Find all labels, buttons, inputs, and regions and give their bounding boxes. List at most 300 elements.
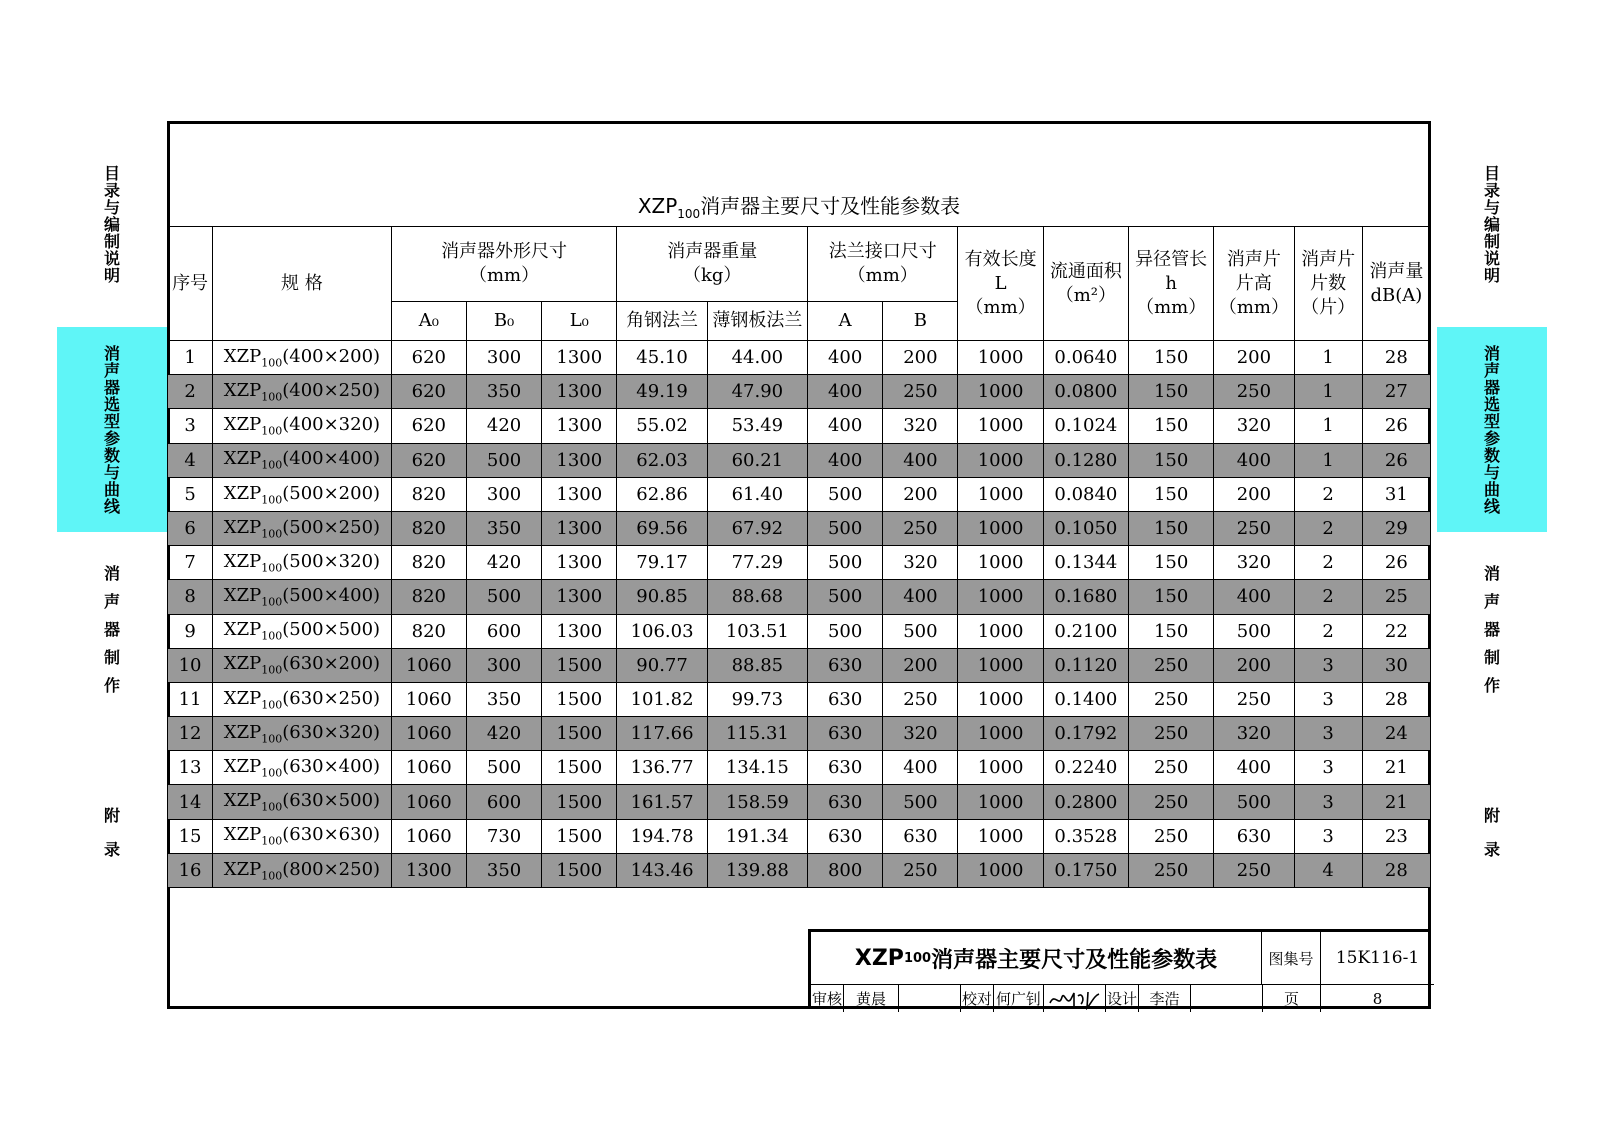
header-weight: [617, 227, 808, 302]
cell-seq: 4: [168, 443, 213, 477]
header-noise-unit: dB(A): [1370, 284, 1423, 306]
cell-weight-thin: 47.90: [707, 375, 807, 409]
cell-sheet-height: 500: [1214, 614, 1294, 648]
header-outer-dims: [391, 227, 617, 302]
table-row: [168, 819, 1431, 853]
cell-b0: 500: [466, 443, 541, 477]
cell-weight-angle: 79.17: [617, 546, 707, 580]
cell-noise: 28: [1362, 682, 1430, 716]
cell-flange-a: 630: [808, 717, 883, 751]
cell-eff-length: 1000: [958, 682, 1043, 716]
cell-flange-a: 630: [808, 682, 883, 716]
cell-flange-b: 500: [883, 785, 958, 819]
cell-weight-thin: 67.92: [707, 511, 807, 545]
table-row: [168, 546, 1431, 580]
header-flow-area: [1043, 227, 1128, 341]
cell-spec: $XZP_{100}(800\times 250)$: [213, 853, 392, 887]
cell-noise: 28: [1362, 341, 1430, 375]
nav-item-contents[interactable]: [57, 163, 167, 285]
cell-a0: 1060: [391, 751, 466, 785]
cell-weight-angle: 62.86: [617, 477, 707, 511]
cell-sheet-height: 200: [1214, 341, 1294, 375]
right-nav: [1437, 0, 1547, 1131]
nav-item-label: 目 录 与 编 制 说 明: [1483, 163, 1500, 285]
cell-weight-thin: 103.51: [707, 614, 807, 648]
cell-spec: $XZP_{100}(630\times 630)$: [213, 819, 392, 853]
cell-a0: 820: [391, 580, 466, 614]
spec-subscript: 100: [261, 493, 283, 507]
cell-sheet-height: 500: [1214, 785, 1294, 819]
cell-b0: 350: [466, 853, 541, 887]
cell-l0: 1500: [542, 819, 617, 853]
header-weight-label: 消声器重量: [667, 241, 758, 262]
cell-b0: 420: [466, 717, 541, 751]
cell-a0: 1060: [391, 785, 466, 819]
spec-size: (500×200): [282, 482, 381, 504]
header-flange-unit: （mm）: [847, 265, 918, 286]
table-row: [168, 341, 1431, 375]
header-reducer-length: [1129, 227, 1214, 341]
cell-sheet-count: 2: [1294, 546, 1362, 580]
nav-item-selection-params[interactable]: [57, 327, 167, 532]
cell-weight-thin: 77.29: [707, 546, 807, 580]
check-name: 何广钊: [993, 985, 1043, 1012]
header-eff-len-symbol: L: [994, 272, 1007, 294]
table-row: [168, 409, 1431, 443]
design-label: 设计: [1105, 985, 1138, 1012]
nav-item-fabrication[interactable]: [1437, 560, 1547, 700]
cell-b0: 600: [466, 614, 541, 648]
cell-seq: 15: [168, 819, 213, 853]
cell-flange-a: 500: [808, 511, 883, 545]
cell-sheet-count: 3: [1294, 751, 1362, 785]
tb-title-rest: 消声器主要尺寸及性能参数表: [931, 947, 1218, 973]
table-row: [168, 580, 1431, 614]
nav-item-label: 消 声 器 制 作: [1483, 564, 1500, 695]
header-flow-area-label: 流通面积: [1049, 260, 1122, 282]
cell-flow-area: 0.2800: [1043, 785, 1128, 819]
cell-seq: 2: [168, 375, 213, 409]
cell-b0: 350: [466, 682, 541, 716]
spec-subscript: 100: [261, 766, 283, 780]
cell-flange-a: 400: [808, 443, 883, 477]
cell-seq: 9: [168, 614, 213, 648]
header-sheet-n-label2: 片数: [1310, 272, 1347, 294]
cell-flow-area: 0.0640: [1043, 341, 1128, 375]
cell-b0: 300: [466, 477, 541, 511]
cell-b0: 350: [466, 375, 541, 409]
cell-spec: $XZP_{100}(630\times 200)$: [213, 648, 392, 682]
cell-reducer: 250: [1129, 853, 1214, 887]
cell-weight-angle: 117.66: [617, 717, 707, 751]
cell-eff-length: 1000: [958, 511, 1043, 545]
table-row: [168, 511, 1431, 545]
cell-reducer: 150: [1129, 409, 1214, 443]
parameter-table: [167, 226, 1431, 888]
cell-flange-b: 400: [883, 443, 958, 477]
nav-item-appendix[interactable]: [57, 798, 167, 868]
cell-seq: 3: [168, 409, 213, 443]
cell-l0: 1300: [542, 511, 617, 545]
spec-subscript: 100: [261, 527, 283, 541]
cell-eff-length: 1000: [958, 751, 1043, 785]
cell-a0: 820: [391, 546, 466, 580]
spec-subscript: 100: [261, 390, 283, 404]
cell-spec: $XZP_{100}(500\times 320)$: [213, 546, 392, 580]
cell-weight-thin: 139.88: [707, 853, 807, 887]
cell-flow-area: 0.1280: [1043, 443, 1128, 477]
spec-subscript: 100: [261, 664, 283, 678]
cell-flow-area: 0.1400: [1043, 682, 1128, 716]
cell-flange-b: 200: [883, 477, 958, 511]
check-signature: [1043, 985, 1105, 1012]
cell-noise: 29: [1362, 511, 1430, 545]
review-name: 黄晨: [843, 985, 898, 1012]
cell-spec: $XZP_{100}(500\times 500)$: [213, 614, 392, 648]
spec-subscript: 100: [261, 800, 283, 814]
cell-l0: 1300: [542, 546, 617, 580]
cell-flow-area: 0.1344: [1043, 546, 1128, 580]
nav-item-label: 目 录 与 编 制 说 明: [103, 163, 120, 285]
nav-item-label: 附 录: [1483, 806, 1500, 859]
spec-size: (400×400): [282, 448, 381, 470]
cell-b0: 300: [466, 341, 541, 375]
cell-spec: $XZP_{100}(630\times 400)$: [213, 751, 392, 785]
cell-noise: 22: [1362, 614, 1430, 648]
cell-reducer: 250: [1129, 682, 1214, 716]
cell-weight-thin: 158.59: [707, 785, 807, 819]
cell-sheet-height: 320: [1214, 546, 1294, 580]
page-label: 页: [1262, 985, 1320, 1012]
spec-subscript: 100: [261, 629, 283, 643]
cell-reducer: 150: [1129, 580, 1214, 614]
cell-sheet-count: 1: [1294, 341, 1362, 375]
cell-l0: 1300: [542, 409, 617, 443]
cell-weight-angle: 106.03: [617, 614, 707, 648]
title-main: XZP: [637, 194, 678, 218]
cell-noise: 25: [1362, 580, 1430, 614]
cell-flange-a: 400: [808, 341, 883, 375]
table-row: [168, 853, 1431, 887]
cell-spec: $XZP_{100}(630\times 320)$: [213, 717, 392, 751]
cell-reducer: 250: [1129, 717, 1214, 751]
cell-b0: 500: [466, 580, 541, 614]
cell-l0: 1500: [542, 682, 617, 716]
cell-weight-thin: 44.00: [707, 341, 807, 375]
cell-a0: 620: [391, 341, 466, 375]
cell-flange-a: 630: [808, 751, 883, 785]
nav-item-appendix[interactable]: [1437, 798, 1547, 868]
header-outer-unit: （mm）: [468, 265, 540, 286]
header-eff-len-label: 有效长度: [964, 248, 1037, 270]
cell-noise: 21: [1362, 751, 1430, 785]
cell-spec: $XZP_{100}(400\times 320)$: [213, 409, 392, 443]
cell-sheet-height: 200: [1214, 477, 1294, 511]
cell-l0: 1300: [542, 580, 617, 614]
spec-size: (800×250): [282, 858, 381, 880]
design-signature: [1190, 985, 1262, 1012]
cell-b0: 350: [466, 511, 541, 545]
cell-flange-b: 320: [883, 717, 958, 751]
cell-seq: 7: [168, 546, 213, 580]
cell-seq: 16: [168, 853, 213, 887]
cell-flange-b: 400: [883, 580, 958, 614]
header-weight-unit: （kg）: [683, 265, 742, 286]
spec-subscript: 100: [261, 458, 283, 472]
cell-flange-a: 500: [808, 614, 883, 648]
cell-weight-angle: 69.56: [617, 511, 707, 545]
cell-weight-angle: 136.77: [617, 751, 707, 785]
cell-eff-length: 1000: [958, 853, 1043, 887]
design-name: 李浩: [1138, 985, 1190, 1012]
spec-subscript: 100: [261, 356, 283, 370]
cell-sheet-height: 250: [1214, 853, 1294, 887]
table-row: [168, 648, 1431, 682]
cell-b0: 300: [466, 648, 541, 682]
nav-item-contents[interactable]: [1437, 163, 1547, 285]
cell-eff-length: 1000: [958, 409, 1043, 443]
spec-subscript: 100: [261, 869, 283, 883]
header-sheet-count: [1294, 227, 1362, 341]
cell-flange-b: 400: [883, 751, 958, 785]
header-effective-length: [958, 227, 1043, 341]
nav-item-selection-params[interactable]: [1437, 327, 1547, 532]
cell-a0: 620: [391, 409, 466, 443]
cell-flange-a: 800: [808, 853, 883, 887]
header-sheet-n-unit: （片）: [1301, 296, 1356, 318]
cell-sheet-count: 2: [1294, 477, 1362, 511]
cell-spec: $XZP_{100}(400\times 400)$: [213, 443, 392, 477]
cell-l0: 1300: [542, 614, 617, 648]
cell-eff-length: 1000: [958, 614, 1043, 648]
cell-flow-area: 0.0840: [1043, 477, 1128, 511]
nav-item-label: 消 声 器 选 型 参 数 与 曲 线: [103, 343, 120, 516]
cell-sheet-height: 400: [1214, 751, 1294, 785]
spec-size: (630×400): [282, 756, 381, 778]
header-b0: B₀: [466, 302, 541, 341]
cell-sheet-count: 4: [1294, 853, 1362, 887]
title-sub: 100: [677, 207, 701, 221]
cell-sheet-height: 250: [1214, 511, 1294, 545]
cell-sheet-count: 2: [1294, 614, 1362, 648]
cell-flange-a: 500: [808, 546, 883, 580]
cell-a0: 620: [391, 443, 466, 477]
header-noise-reduction: [1362, 227, 1430, 341]
cell-flange-b: 250: [883, 682, 958, 716]
cell-eff-length: 1000: [958, 580, 1043, 614]
cell-sheet-count: 2: [1294, 580, 1362, 614]
handwritten-signature: [1047, 988, 1103, 1010]
spec-size: (500×250): [282, 516, 381, 538]
tb-title-main: XZP: [854, 945, 904, 971]
review-label: 审核: [811, 990, 842, 1008]
spec-subscript: 100: [261, 561, 283, 575]
cell-weight-thin: 88.68: [707, 580, 807, 614]
header-noise-label: 消声量: [1369, 260, 1424, 282]
cell-sheet-count: 3: [1294, 785, 1362, 819]
cell-flange-b: 320: [883, 546, 958, 580]
cell-noise: 26: [1362, 409, 1430, 443]
cell-flow-area: 0.1120: [1043, 648, 1128, 682]
header-sheet-h-unit: （mm）: [1218, 296, 1289, 318]
cell-seq: 12: [168, 717, 213, 751]
cell-seq: 6: [168, 511, 213, 545]
cell-eff-length: 1000: [958, 546, 1043, 580]
header-sheet-h-label2: 片高: [1235, 272, 1272, 294]
cell-sheet-count: 1: [1294, 443, 1362, 477]
spec-size: (500×400): [282, 585, 381, 607]
cell-a0: 1300: [391, 853, 466, 887]
cell-eff-length: 1000: [958, 785, 1043, 819]
cell-flange-a: 400: [808, 375, 883, 409]
spec-size: (630×320): [282, 721, 381, 743]
spec-size: (500×320): [282, 550, 381, 572]
header-flange-label: 法兰接口尺寸: [828, 241, 937, 262]
cell-weight-thin: 115.31: [707, 717, 807, 751]
tb-title-sub: 100: [903, 950, 932, 966]
cell-sheet-height: 320: [1214, 717, 1294, 751]
cell-weight-thin: 60.21: [707, 443, 807, 477]
cell-a0: 620: [391, 375, 466, 409]
header-flange-b: B: [883, 302, 958, 341]
nav-item-label: 附 录: [103, 806, 120, 859]
cell-b0: 600: [466, 785, 541, 819]
cell-flange-a: 400: [808, 409, 883, 443]
header-reducer-label: 异径管长: [1135, 248, 1208, 270]
header-reducer-symbol: h: [1165, 272, 1177, 294]
cell-eff-length: 1000: [958, 477, 1043, 511]
cell-reducer: 150: [1129, 546, 1214, 580]
cell-flow-area: 0.1050: [1043, 511, 1128, 545]
header-seq: 序号: [168, 227, 213, 341]
cell-sheet-count: 3: [1294, 682, 1362, 716]
spec-size: (400×320): [282, 414, 381, 436]
cell-weight-angle: 49.19: [617, 375, 707, 409]
cell-sheet-count: 2: [1294, 511, 1362, 545]
cell-weight-thin: 191.34: [707, 819, 807, 853]
cell-weight-thin: 61.40: [707, 477, 807, 511]
cell-l0: 1500: [542, 785, 617, 819]
cell-reducer: 150: [1129, 511, 1214, 545]
cell-flow-area: 0.1750: [1043, 853, 1128, 887]
cell-noise: 31: [1362, 477, 1430, 511]
cell-seq: 14: [168, 785, 213, 819]
cell-spec: $XZP_{100}(400\times 250)$: [213, 375, 392, 409]
table-row: [168, 751, 1431, 785]
table-body: [168, 341, 1431, 888]
header-flow-area-unit: （m²）: [1055, 284, 1117, 306]
page-number: 8: [1320, 985, 1434, 1012]
cell-sheet-height: 250: [1214, 682, 1294, 716]
cell-reducer: 250: [1129, 785, 1214, 819]
cell-weight-angle: 143.46: [617, 853, 707, 887]
spec-size: (630×630): [282, 824, 381, 846]
nav-item-label: 消 声 器 制 作: [103, 564, 120, 695]
header-outer-label: 消声器外形尺寸: [441, 241, 568, 262]
cell-b0: 730: [466, 819, 541, 853]
cell-sheet-count: 3: [1294, 648, 1362, 682]
cell-l0: 1500: [542, 853, 617, 887]
title-block: [808, 929, 1431, 1009]
cell-eff-length: 1000: [958, 819, 1043, 853]
cell-noise: 26: [1362, 546, 1430, 580]
cell-a0: 1060: [391, 819, 466, 853]
cell-flow-area: 0.0800: [1043, 375, 1128, 409]
cell-spec: $XZP_{100}(500\times 200)$: [213, 477, 392, 511]
spec-subscript: 100: [261, 732, 283, 746]
cell-reducer: 150: [1129, 443, 1214, 477]
cell-spec: $XZP_{100}(400\times 200)$: [213, 341, 392, 375]
cell-flow-area: 0.3528: [1043, 819, 1128, 853]
cell-weight-thin: 99.73: [707, 682, 807, 716]
header-flange-a: A: [808, 302, 883, 341]
cell-noise: 26: [1362, 443, 1430, 477]
cell-eff-length: 1000: [958, 443, 1043, 477]
spec-subscript: 100: [261, 698, 283, 712]
cell-seq: 5: [168, 477, 213, 511]
spec-subscript: 100: [261, 595, 283, 609]
cell-a0: 1060: [391, 648, 466, 682]
cell-flange-b: 250: [883, 375, 958, 409]
cell-sheet-height: 250: [1214, 375, 1294, 409]
cell-weight-angle: 55.02: [617, 409, 707, 443]
cell-flange-a: 500: [808, 580, 883, 614]
spec-size: (630×250): [282, 687, 381, 709]
title-block-title: [811, 932, 1262, 985]
header-l0: L₀: [542, 302, 617, 341]
cell-l0: 1300: [542, 443, 617, 477]
cell-a0: 820: [391, 511, 466, 545]
cell-noise: 30: [1362, 648, 1430, 682]
title-rest: 消声器主要尺寸及性能参数表: [700, 194, 961, 218]
cell-flange-b: 500: [883, 614, 958, 648]
cell-a0: 1060: [391, 717, 466, 751]
cell-seq: 11: [168, 682, 213, 716]
cell-seq: 10: [168, 648, 213, 682]
cell-noise: 28: [1362, 853, 1430, 887]
header-eff-len-unit: （mm）: [965, 296, 1036, 318]
spec-size: (400×250): [282, 379, 381, 401]
nav-item-fabrication[interactable]: [57, 560, 167, 700]
table-title: [167, 190, 1431, 221]
table-row: [168, 682, 1431, 716]
cell-sheet-height: 630: [1214, 819, 1294, 853]
check-label: 校对: [960, 985, 993, 1012]
header-a0: A₀: [391, 302, 466, 341]
header-reducer-unit: （mm）: [1136, 296, 1207, 318]
cell-sheet-height: 320: [1214, 409, 1294, 443]
spec-size: (400×200): [282, 345, 381, 367]
cell-flow-area: 0.1792: [1043, 717, 1128, 751]
spec-size: (630×200): [282, 653, 381, 675]
cell-weight-thin: 88.85: [707, 648, 807, 682]
cell-noise: 24: [1362, 717, 1430, 751]
cell-l0: 1500: [542, 751, 617, 785]
cell-weight-angle: 45.10: [617, 341, 707, 375]
cell-seq: 13: [168, 751, 213, 785]
cell-eff-length: 1000: [958, 341, 1043, 375]
table-row: [168, 477, 1431, 511]
cell-weight-thin: 53.49: [707, 409, 807, 443]
atlas-label: 图集号: [1262, 932, 1320, 985]
cell-weight-angle: 194.78: [617, 819, 707, 853]
cell-noise: 23: [1362, 819, 1430, 853]
cell-sheet-count: 1: [1294, 409, 1362, 443]
cell-flange-b: 320: [883, 409, 958, 443]
cell-b0: 420: [466, 409, 541, 443]
cell-flange-a: 630: [808, 648, 883, 682]
cell-flow-area: 0.2240: [1043, 751, 1128, 785]
